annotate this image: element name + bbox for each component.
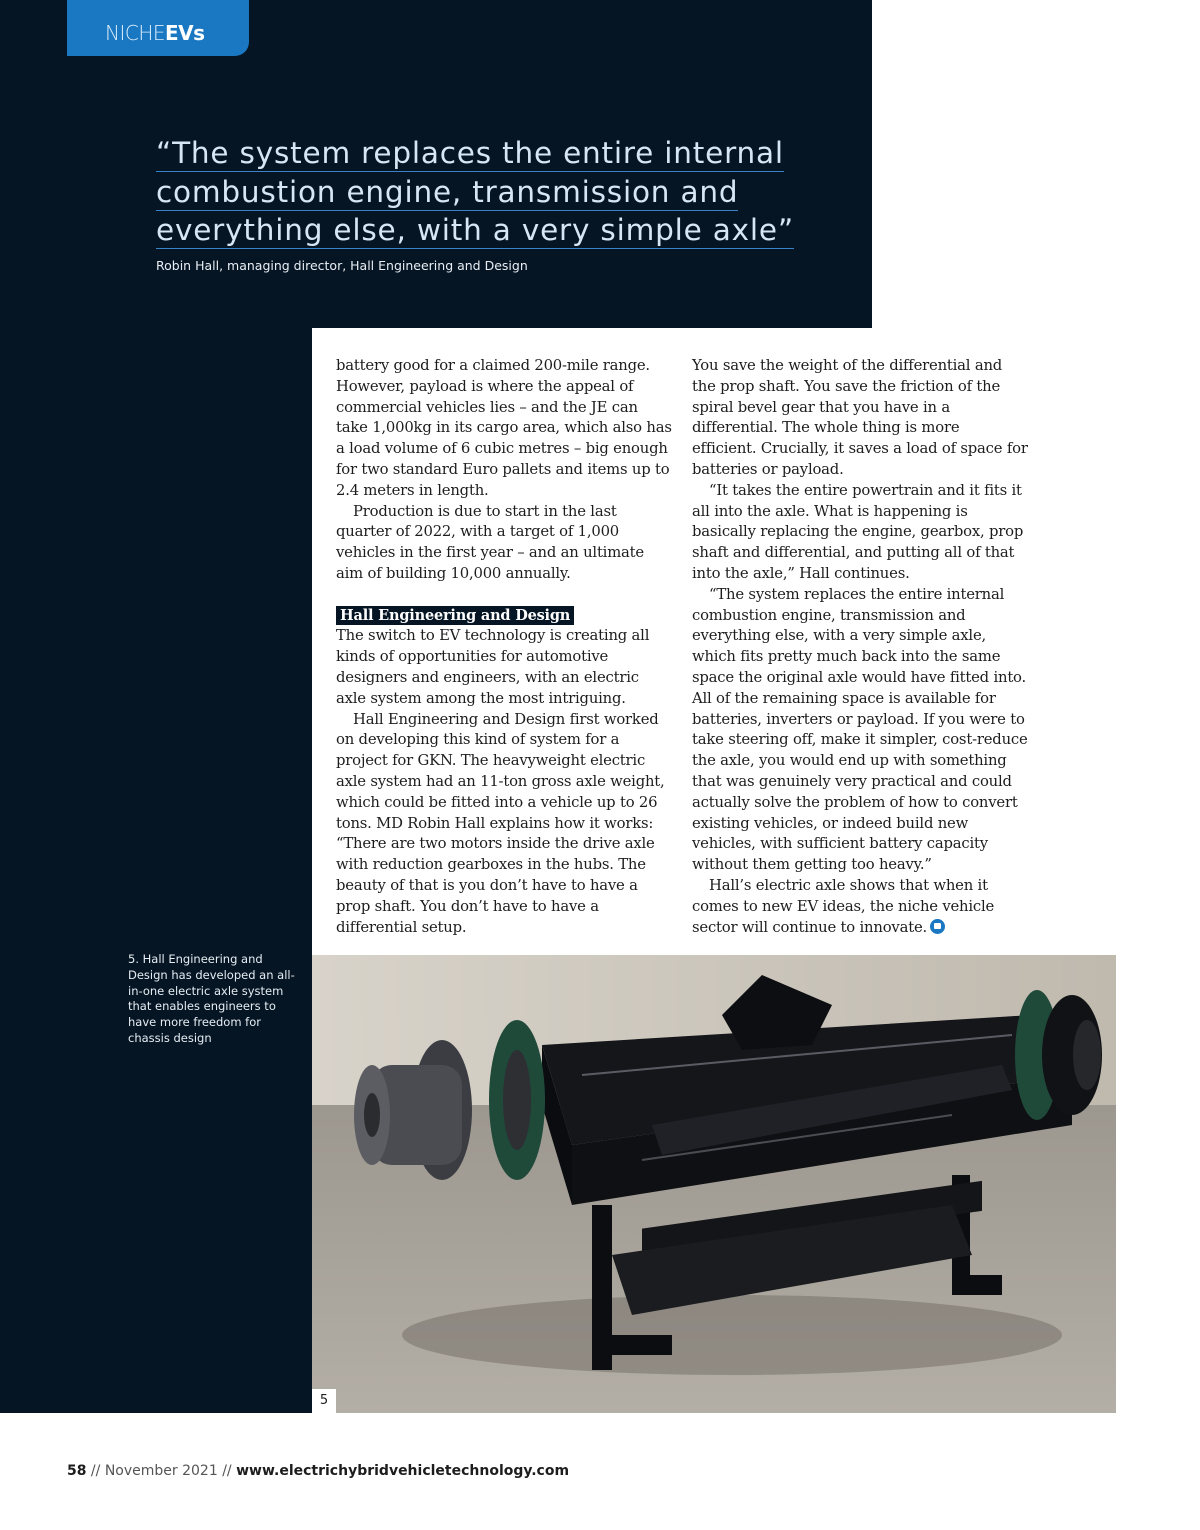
section-tab <box>67 0 249 56</box>
paragraph: The switch to EV technology is creating all kinds of opportunities for automotive designers and engineers, with an electric axle system among the most intriguing. <box>336 627 650 707</box>
footer-separator: // <box>217 1463 237 1479</box>
paragraph: “The system replaces the entire internal combustion engine, transmission and everything else, with a very simple axle, which fits pretty much back into the same space the original axle would have fitted into. All of the remaining space is available for batteries, inverters or payload. If you were to take steering off, make it simpler, cost-reduce the axle, you would end up with something that was genuinely very practical and could actually solve the problem of how to convert existing vehicles, or indeed build new vehicles, with sufficient battery capacity without them getting too heavy.” <box>692 585 1028 874</box>
subheading: Hall Engineering and Design <box>336 606 574 625</box>
figure-caption: 5. Hall Engineering and Design has developed an all-in-one electric axle system that enables engineers to have more freedom for chassis design <box>128 952 295 1045</box>
page-footer <box>67 1463 569 1479</box>
pull-quote-line: “The system replaces the entire internal <box>156 136 784 170</box>
website-link[interactable]: www.electrichybridvehicletechnology.com <box>236 1463 570 1479</box>
paragraph: Hall Engineering and Design first worked on developing this kind of system for a project for GKN. The heavyweight electric axle system had an 11-ton gross axle weight, which could be fitted into a vehicle up to 26 tons. MD Robin Hall explains how it works: “There are two motors inside the drive axle with reduction gearboxes in the hubs. The beauty of that is you don’t have to have a prop shaft. You don’t have to have a differential setup. <box>336 710 665 936</box>
paragraph: battery good for a claimed 200-mile range. However, payload is where the appeal of commercial vehicles lies – and the JE can take 1,000kg in its cargo area, which also has a load volume of 6 cubic metres – big enough for two standard Euro pallets and items up to 2.4 meters in length. <box>336 357 672 499</box>
article-column-2 <box>692 356 1028 938</box>
pull-quote-line: everything else, with a very simple axle” <box>156 213 794 247</box>
article-column-1 <box>336 356 672 938</box>
sidebar-dark-panel <box>0 328 312 1413</box>
pull-quote-line: combustion engine, transmission and <box>156 174 739 209</box>
page-number: 58 <box>67 1463 87 1479</box>
paragraph-final <box>692 876 1028 938</box>
paragraph: Production is due to start in the last quarter of 2022, with a target of 1,000 vehicles in the first year – and an ultimate aim of building 10,000 annually. <box>336 502 644 582</box>
footer-separator: // <box>86 1463 105 1479</box>
paragraph-final-text: Hall’s electric axle shows that when it comes to new EV ideas, the niche vehicle sector will continue to innovate. <box>692 876 995 936</box>
section-bold: EVs <box>165 21 205 45</box>
section-prefix: NICHE <box>105 21 165 45</box>
pull-quote-attribution: Robin Hall, managing director, Hall Engineering and Design <box>156 258 528 273</box>
end-mark-icon <box>930 919 945 934</box>
pull-quote <box>156 134 796 250</box>
issue-date: November 2021 <box>104 1463 218 1479</box>
paragraph: You save the weight of the differential and the prop shaft. You save the friction of the spiral bevel gear that you have in a differential. The whole thing is more efficient. Crucially, it saves a load of space for batteries or payload. <box>692 357 1028 478</box>
paragraph: “It takes the entire powertrain and it fits it all into the axle. What is happening is basically replacing the engine, gearbox, prop shaft and differential, and putting all of that into the axle,” Hall continues. <box>692 481 1024 582</box>
axle-photo <box>312 955 1116 1413</box>
figure-number: 5 <box>312 1389 336 1413</box>
